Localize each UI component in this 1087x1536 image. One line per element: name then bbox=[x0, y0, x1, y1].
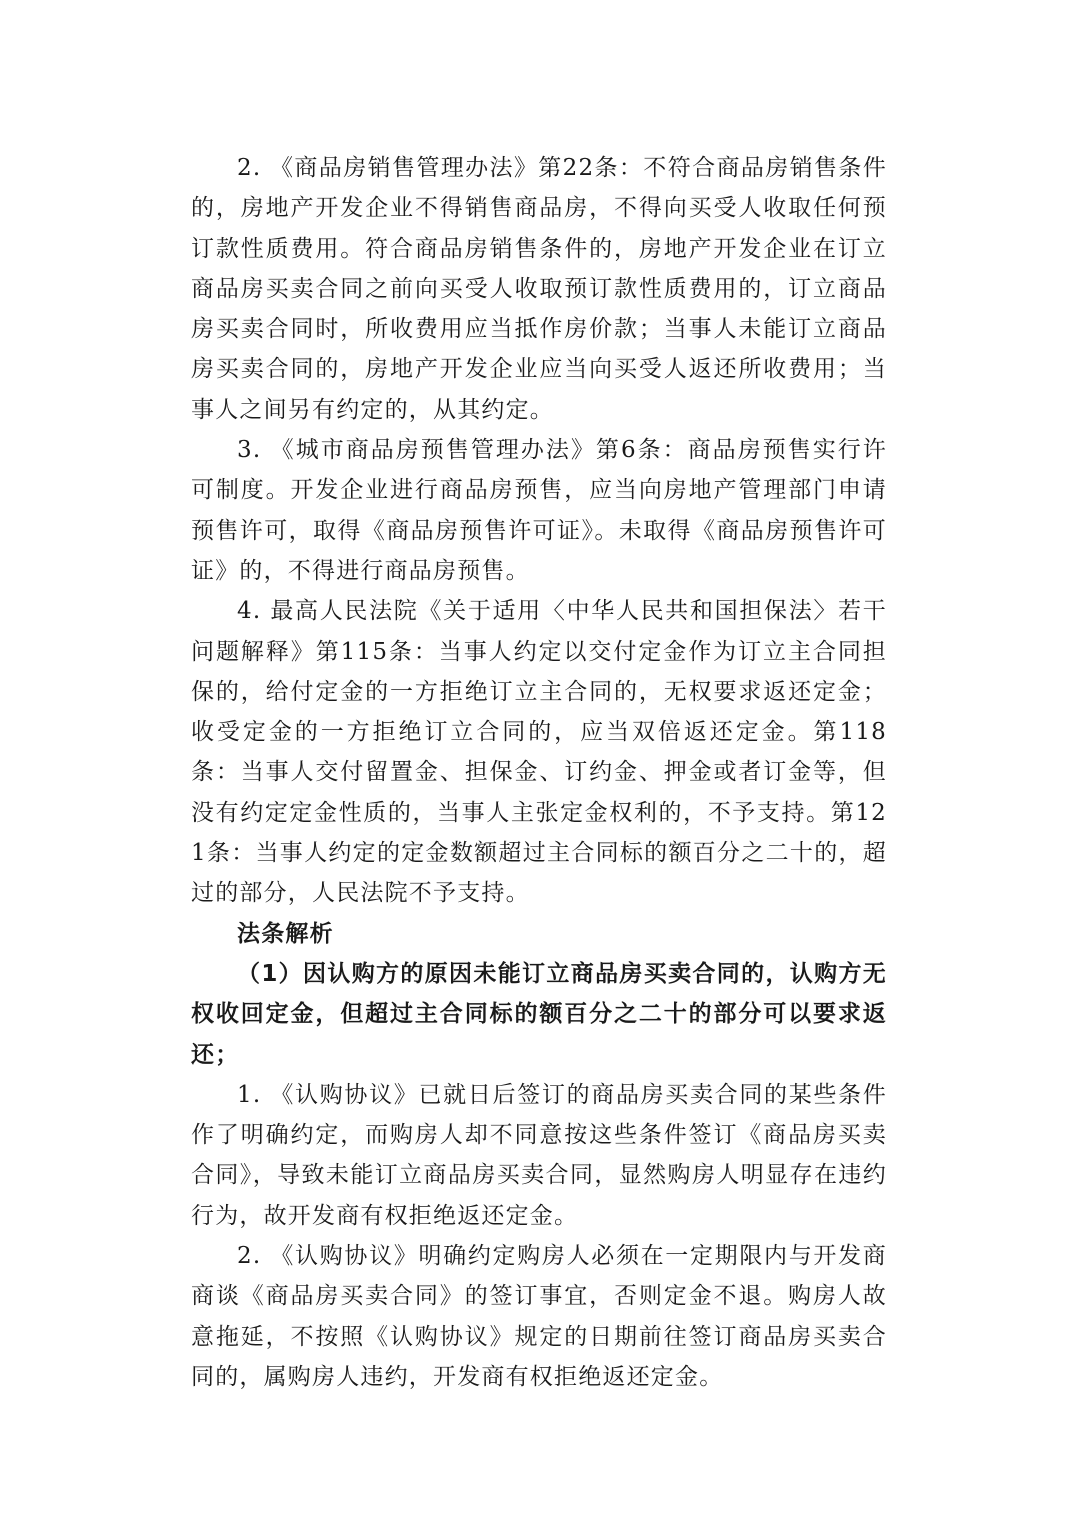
law-article-paragraph: 4. 最高人民法院《关于适用〈中华人民共和国担保法〉若干问题解释》第115条：当事人约定以交付定金作为订立主合同担保的，给付定金的一方拒绝订立主合同的，无权要求返还定金；收受定金的一方拒绝订立合同的，应当双倍返还定金。第118条：当事人交付留置金、担保金、订约金、押金或者订金等，但没有约定定金性质的，当事人主张定金权利的，不予支持。第121条：当事人约定的定金数额超过主合同标的额百分之二十的，超过的部分，人民法院不予支持。 bbox=[191, 598, 887, 907]
law-article-paragraph: 3. 《城市商品房预售管理办法》第6条：商品房预售实行许可制度。开发企业进行商品房预售，应当向房地产管理部门申请预售许可，取得《商品房预售许可证》。未取得《商品房预售许可证》的，不得进行商品房预售。 bbox=[191, 437, 887, 584]
analysis-subheading: （1）因认购方的原因未能订立商品房买卖合同的，认购方无权收回定金，但超过主合同标的额百分之二十的部分可以要求返还； bbox=[191, 960, 887, 1068]
law-article-paragraph: 2. 《商品房销售管理办法》第22条：不符合商品房销售条件的，房地产开发企业不得销售商品房，不得向买受人收取任何预订款性质费用。符合商品房销售条件的，房地产开发企业在订立商品房买卖合同之前向买受人收取预订款性质费用的，订立商品房买卖合同时，所收费用应当抵作房价款；当事人未能订立商品房买卖合同的，房地产开发企业应当向买受人返还所收费用；当事人之间另有约定的，从其约定。 bbox=[191, 155, 887, 423]
analysis-paragraph: 2. 《认购协议》明确约定购房人必须在一定期限内与开发商商谈《商品房买卖合同》的签订事宜，否则定金不退。购房人故意拖延，不按照《认购协议》规定的日期前往签订商品房买卖合同的，属购房人违约，开发商有权拒绝返还定金。 bbox=[191, 1243, 887, 1390]
document-body bbox=[191, 148, 887, 1397]
section-heading: 法条解析 bbox=[237, 920, 334, 947]
analysis-paragraph: 1. 《认购协议》已就日后签订的商品房买卖合同的某些条件作了明确约定，而购房人却不同意按这些条件签订《商品房买卖合同》，导致未能订立商品房买卖合同，显然购房人明显存在违约行为，故开发商有权拒绝返还定金。 bbox=[191, 1081, 887, 1229]
